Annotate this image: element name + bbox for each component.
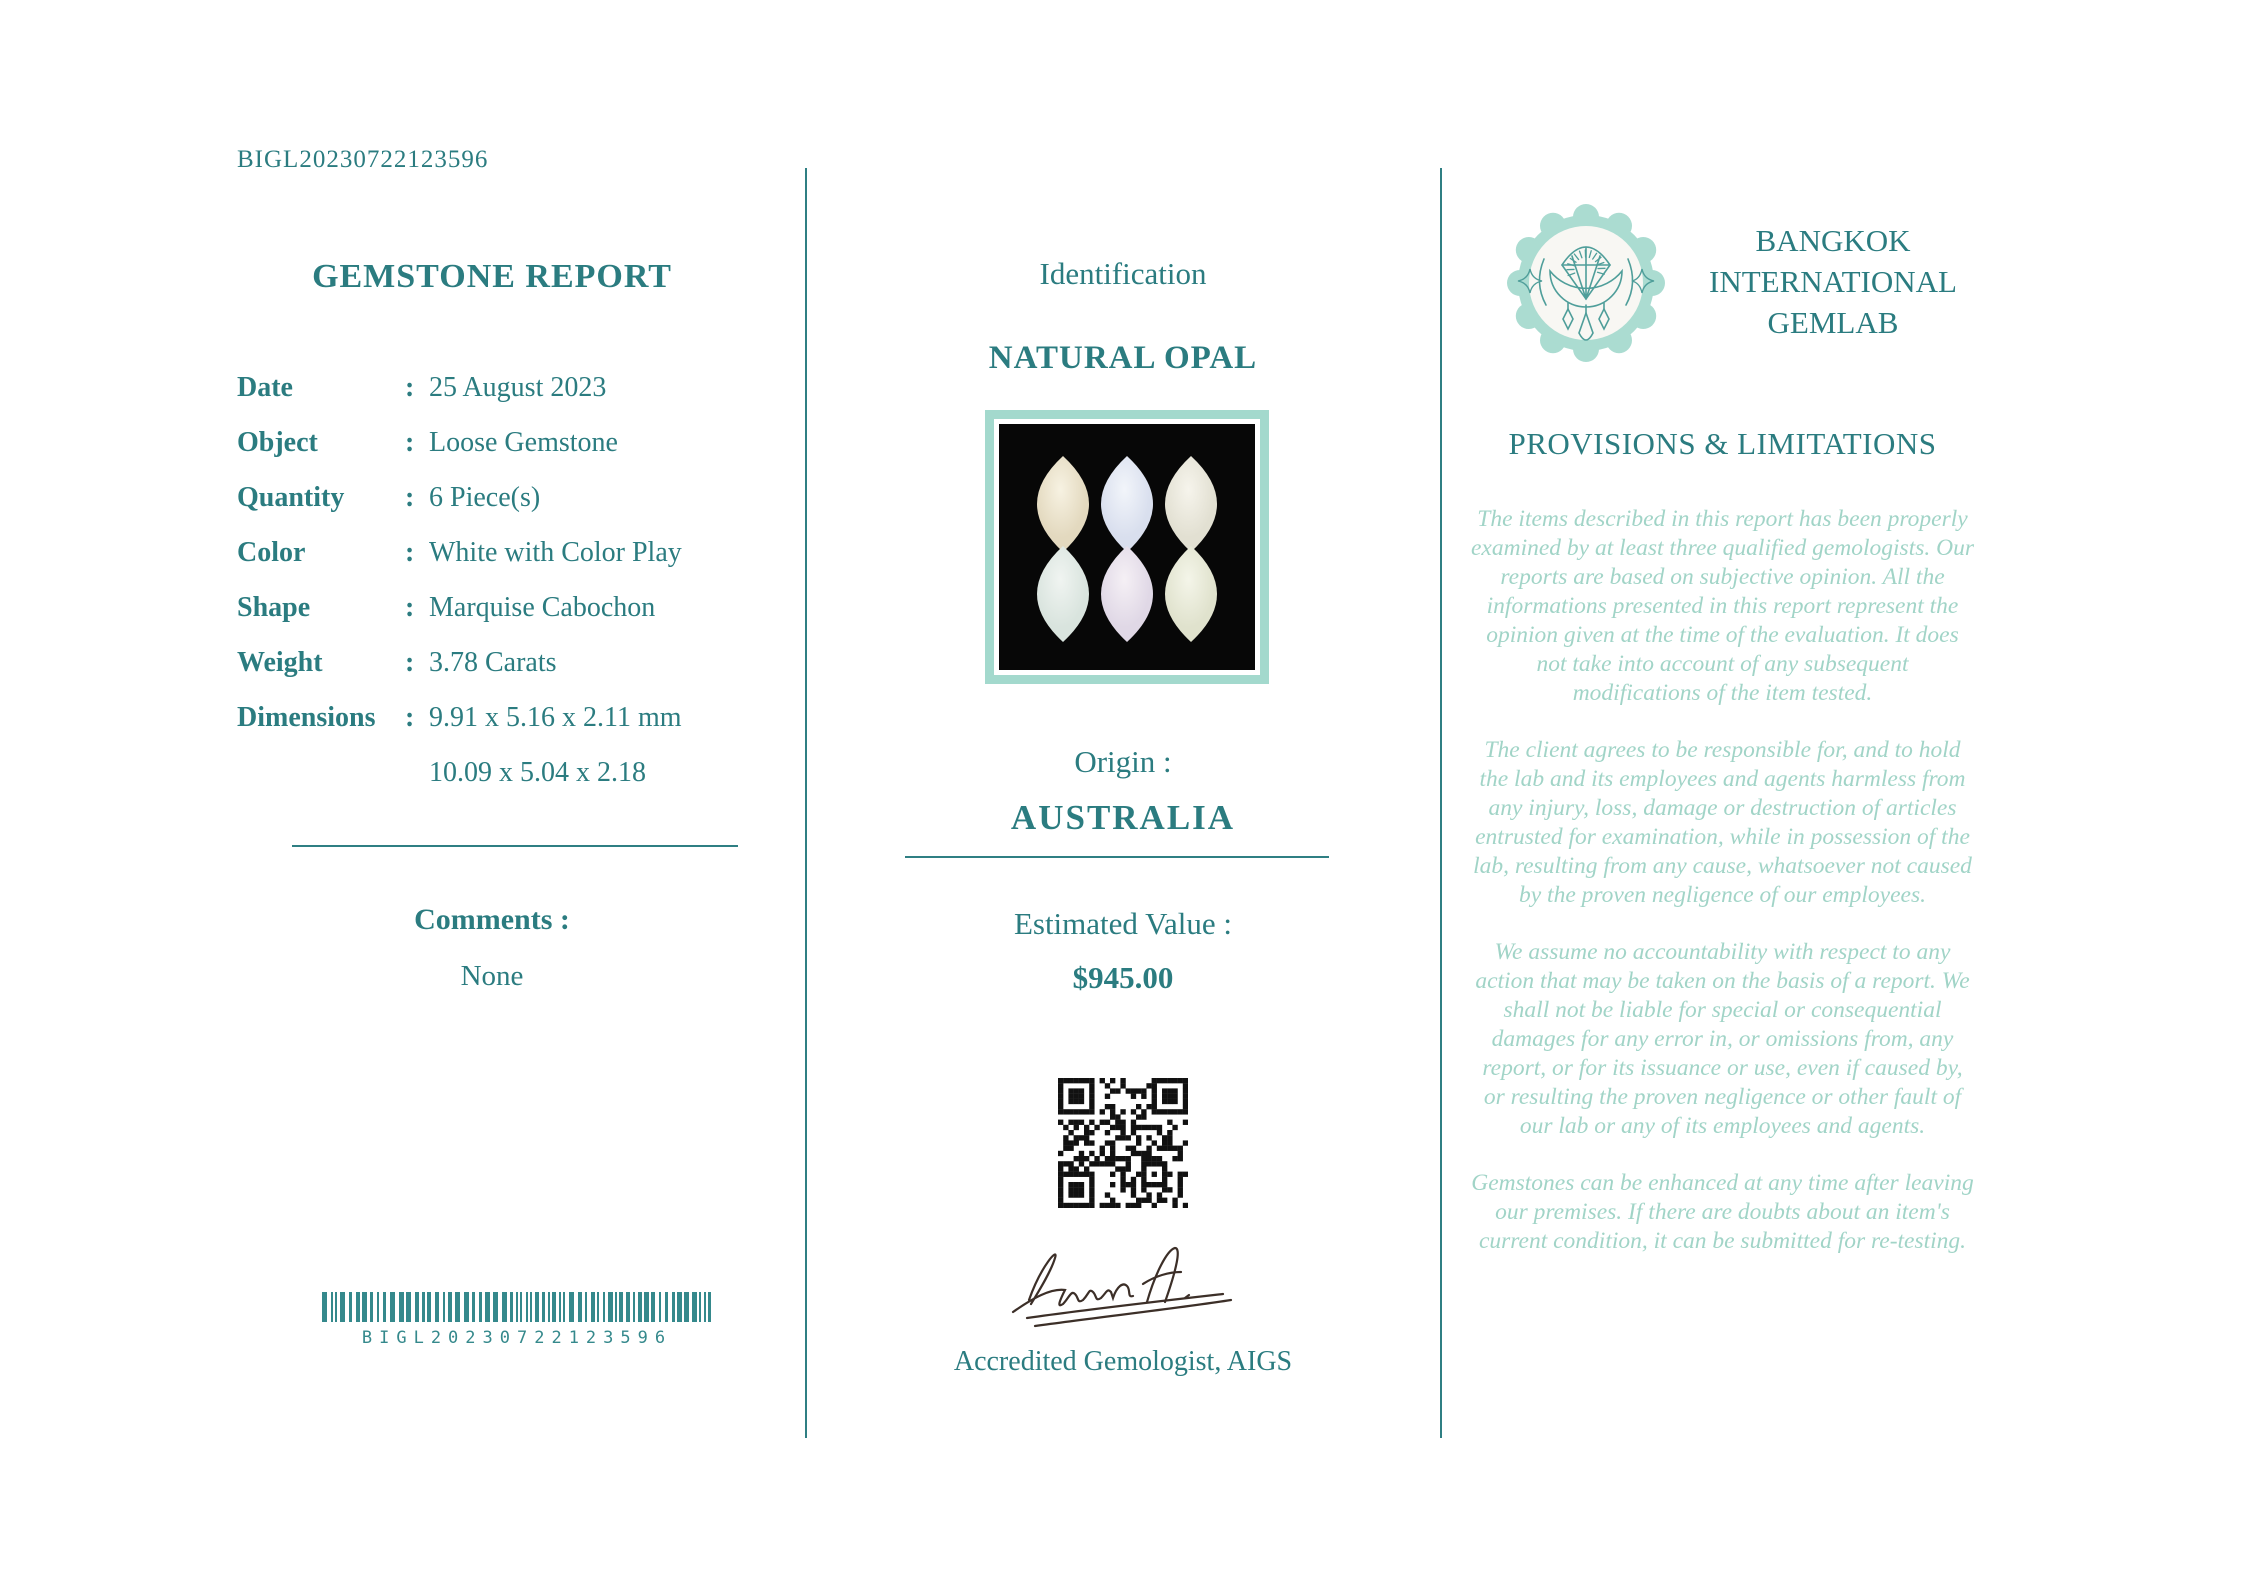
gemologist-line: Accredited Gemologist, AIGS bbox=[953, 1346, 1293, 1377]
spec-label: Color bbox=[237, 537, 306, 568]
provisions-paragraph-4: Gemstones can be enhanced at any time after leaving our premises. If there are doubts about an item's current condition, it can be submitted for re-testing. bbox=[1471, 1170, 1974, 1254]
qr-code-image bbox=[1058, 1078, 1188, 1208]
provisions-paragraph-3: We assume no accountability with respect to any action that may be taken on the basis of a report. We shall not be liable for special or consequential damages for any error in, or omissions from, any report, or for its issuance or use, even if caused by, or resulting the proven negligence or other fault of our lab or any of its employees and agents. bbox=[1475, 939, 1970, 1139]
barcode-text: BIGL20230722123596 bbox=[361, 1328, 673, 1348]
qr-code bbox=[1058, 1078, 1188, 1208]
opal-stone bbox=[1101, 546, 1153, 642]
lab-logo-badge bbox=[1506, 203, 1666, 363]
opal-stone bbox=[1101, 456, 1153, 552]
spec-label: Shape bbox=[237, 592, 311, 623]
opal-stones-image bbox=[999, 424, 1255, 670]
estimated-value-label: Estimated Value : bbox=[1013, 906, 1233, 941]
spec-row-shape bbox=[237, 592, 757, 647]
spec-row-date bbox=[237, 372, 757, 427]
spec-colon: : bbox=[405, 537, 415, 568]
column-divider-left bbox=[805, 168, 807, 1438]
spec-colon: : bbox=[405, 647, 415, 678]
opal-stone bbox=[1037, 456, 1089, 552]
spec-row-object bbox=[237, 427, 757, 482]
middle-section-divider bbox=[905, 856, 1329, 858]
comments-heading: Comments : bbox=[414, 903, 570, 936]
spec-colon: : bbox=[405, 482, 415, 513]
spec-label: Date bbox=[237, 372, 293, 403]
spec-row-dimensions bbox=[237, 702, 757, 757]
spec-value: White with Color Play bbox=[429, 537, 682, 568]
provisions-heading: PROVISIONS & LIMITATIONS bbox=[1508, 426, 1937, 461]
lab-name-line2: INTERNATIONAL bbox=[1709, 264, 1957, 299]
spec-value: 9.91 x 5.16 x 2.11 mm bbox=[429, 702, 682, 733]
left-section-divider bbox=[292, 845, 738, 847]
gemologist-signature bbox=[995, 1238, 1255, 1343]
spec-value: 3.78 Carats bbox=[429, 647, 557, 678]
estimated-value-amount: $945.00 bbox=[1072, 960, 1174, 995]
provisions-paragraph-1: The items described in this report has been properly examined by at least three qualified gemologists. Our reports are based on subjective opinion. All the informations presented in this report represent the opinion given at the time of the evaluation. It does not take into account of any subsequent modifications of the item tested. bbox=[1471, 506, 1974, 706]
report-serial: BIGL20230722123596 bbox=[237, 146, 489, 173]
gemstone-photo-background bbox=[999, 424, 1255, 670]
spec-row-weight bbox=[237, 647, 757, 702]
provisions-paragraph-2: The client agrees to be responsible for, and to hold the lab and its employees and agents harmless from any injury, loss, damage or destruction of articles entrusted for examination, while in possession of the lab, resulting from any cause, whatsoever not caused by the proven negligence of our employees. bbox=[1473, 737, 1972, 908]
report-title: GEMSTONE REPORT bbox=[312, 258, 672, 295]
lab-name-line1: BANGKOK bbox=[1755, 223, 1911, 258]
spec-value: 6 Piece(s) bbox=[429, 482, 541, 513]
spec-colon: : bbox=[405, 372, 415, 403]
origin-label: Origin : bbox=[1074, 744, 1172, 779]
opal-stone bbox=[1165, 546, 1217, 642]
lab-name bbox=[1683, 220, 1983, 343]
barcode-bars bbox=[322, 1292, 712, 1322]
gem-crescent-badge-icon bbox=[1506, 203, 1666, 363]
lab-name-line3: GEMLAB bbox=[1767, 305, 1899, 340]
opal-stone bbox=[1165, 456, 1217, 552]
spec-label: Object bbox=[237, 427, 318, 458]
spec-value: 25 August 2023 bbox=[429, 372, 607, 403]
spec-label: Quantity bbox=[237, 482, 345, 513]
spec-label: Dimensions bbox=[237, 702, 376, 733]
spec-value: Marquise Cabochon bbox=[429, 592, 656, 623]
spec-value: Loose Gemstone bbox=[429, 427, 618, 458]
spec-colon: : bbox=[405, 592, 415, 623]
origin-value: AUSTRALIA bbox=[1010, 798, 1236, 837]
gemstone-photo bbox=[985, 410, 1269, 684]
spec-table bbox=[237, 372, 757, 812]
spec-colon: : bbox=[405, 427, 415, 458]
spec-value-dimensions-line2: 10.09 x 5.04 x 2.18 bbox=[429, 757, 646, 788]
spec-colon: : bbox=[405, 702, 415, 733]
barcode bbox=[322, 1292, 712, 1348]
opal-stone bbox=[1037, 546, 1089, 642]
provisions-paragraphs bbox=[1470, 505, 1975, 1284]
identification-heading: Identification bbox=[1039, 256, 1207, 291]
spec-row-quantity bbox=[237, 482, 757, 537]
identification-result: NATURAL OPAL bbox=[988, 340, 1258, 376]
comments-value: None bbox=[460, 960, 524, 992]
signature-handwriting bbox=[995, 1238, 1255, 1343]
spec-row-color bbox=[237, 537, 757, 592]
column-divider-right bbox=[1440, 168, 1442, 1438]
spec-label: Weight bbox=[237, 647, 323, 678]
